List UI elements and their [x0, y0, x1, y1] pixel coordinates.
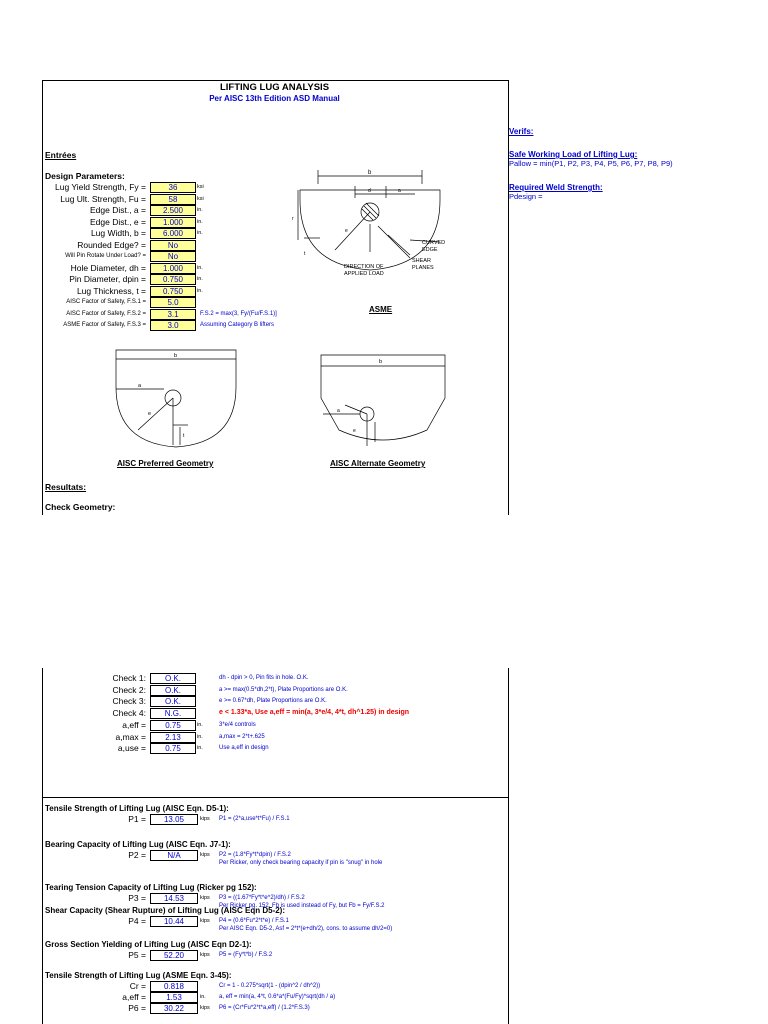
param-note: Assuming Category B lifters — [200, 322, 275, 328]
param-unit: in. — [197, 264, 203, 271]
check-note: e < 1.33*a, Use a,eff = min(a, 3*e/4, 4*t, dh^1.25) in design — [219, 709, 410, 717]
param-label: AISC Factor of Safety, F.S.1 = — [66, 299, 146, 305]
check-value: O.K. — [150, 673, 196, 684]
rws-heading: Required Weld Strength: — [509, 183, 603, 192]
alt-label-e: e — [353, 428, 356, 434]
asme-label-r: r — [292, 216, 294, 222]
strength-row-value: 13.05 — [150, 814, 198, 825]
strength-row-value: 1.53 — [150, 992, 198, 1003]
check-note: 3*e/4 controls — [219, 721, 256, 728]
param-label: Will Pin Rotate Under Load? = — [65, 253, 146, 259]
check-note: dh - dpin > 0, Pin fits in hole. O.K. — [219, 675, 309, 681]
param-note: F.S.2 = max(3, Fy/(Fu/F.S.1)] — [200, 310, 277, 317]
param-unit: in. — [197, 218, 203, 225]
page-subtitle: Per AISC 13th Edition ASD Manual — [209, 94, 340, 103]
strength-row-value: 14.53 — [150, 893, 198, 904]
param-value: 0.750 — [150, 274, 196, 285]
param-label: Pin Diameter, dpin = — [69, 274, 146, 284]
param-label: AISC Factor of Safety, F.S.2 = — [66, 310, 146, 317]
strength-row-unit: kips — [200, 918, 210, 924]
strength-row-unit: kips — [200, 952, 210, 958]
strength-section-title: Bearing Capacity of Lifting Lug (AISC Eqn. J7-1): — [45, 840, 231, 849]
strength-row-note: P4 = (0.6*Fu*2*t*e) / F.S.1 — [219, 918, 289, 924]
pref-label-b: b — [174, 353, 178, 359]
strength-row-unit: kips — [200, 1005, 210, 1011]
check-unit: in. — [197, 745, 203, 752]
asme-label-dir: DIRECTION OF — [344, 264, 384, 270]
strength-row-label: P4 = — [128, 916, 146, 926]
param-label: Edge Dist., e = — [90, 216, 146, 227]
strength-row-note2: Per Ricker, only check bearing capacity if pin is "snug" in hole — [219, 860, 383, 866]
check-value: 0.75 — [150, 720, 196, 731]
param-value: 0.750 — [150, 286, 196, 297]
strength-row-label: P5 = — [128, 950, 146, 960]
strength-row-note2: Per AISC Eqn. D5-2, Asf = 2*t*(e+dh/2), cons. to assume dh/2=0) — [219, 926, 393, 932]
strength-row-label: P1 = — [128, 814, 146, 824]
param-unit: ksi — [197, 195, 204, 202]
check-label: Check 2: — [112, 684, 146, 695]
asme-label-shear: SHEAR — [412, 258, 431, 264]
param-label: Lug Width, b = — [90, 228, 146, 238]
strength-row-note: P6 = (Cr*Fu*2*t*a,eff) / (1.2*F.S.3) — [219, 1005, 310, 1011]
alt-label-b: b — [379, 359, 383, 365]
strength-row-value: 30.22 — [150, 1003, 198, 1014]
asme-label-b: b — [368, 170, 372, 176]
page2-divider — [42, 797, 508, 798]
check-unit: in. — [197, 733, 203, 740]
param-label: Lug Thickness, t = — [76, 285, 146, 296]
param-label: ASME Factor of Safety, F.S.3 = — [63, 322, 146, 328]
check-value: N.G. — [150, 708, 196, 719]
strength-row-label: a,eff = — [122, 992, 146, 1002]
param-value: No — [150, 240, 196, 251]
check-geometry-heading: Check Geometry: — [45, 502, 116, 512]
strength-row-value: N/A — [150, 850, 198, 861]
param-value: 1.000 — [150, 217, 196, 228]
check-note: a,max = 2*t+.625 — [219, 733, 265, 740]
param-label: Lug Ult. Strength, Fu = — [60, 193, 146, 204]
strength-row-unit: kips — [200, 895, 210, 901]
strength-row-label: P2 = — [128, 850, 146, 860]
pallow-formula: Pallow = min(P1, P2, P3, P4, P5, P6, P7, P8, P9) — [509, 159, 673, 168]
check-label: a,eff = — [122, 719, 146, 730]
param-label: Lug Yield Strength, Fy = — [55, 182, 146, 192]
check-note: e >= 0.67*dh, Plate Proportions are O.K. — [219, 698, 327, 705]
strength-row-value: 52.20 — [150, 950, 198, 961]
strength-row-note2: Per Ricker pg. 152, Fb is used instead of Fy, but Fb = Fy/F.S.2 — [219, 903, 385, 909]
strength-row-label: Cr = — [129, 981, 146, 991]
strength-row-note: P5 = (Fy*t*b) / F.S.2 — [219, 952, 273, 958]
strength-row-label: P6 = — [128, 1003, 146, 1013]
asme-label-curved: CURVED — [422, 240, 446, 246]
aisc-alternate-figure — [315, 350, 450, 458]
strength-row-unit: kips — [200, 852, 210, 858]
strength-row-unit: in. — [200, 994, 206, 1000]
results-heading: Resultats: — [45, 482, 87, 492]
check-label: Check 1: — [112, 673, 146, 683]
check-label: a,use = — [117, 743, 146, 754]
param-unit: in. — [197, 207, 203, 213]
asme-label-edge: EDGE — [422, 247, 438, 253]
strength-row-note: a, eff = min(a, 4*t, 0.6*a*(Fu/Fy)*sqrt(dh / a) — [219, 994, 336, 1000]
param-value: 2.500 — [150, 205, 196, 216]
check-value: O.K. — [150, 685, 196, 696]
strength-section-title: Gross Section Yielding of Lifting Lug (AISC Eqn D2-1): — [45, 940, 252, 949]
strength-row-label: P3 = — [128, 893, 146, 903]
param-unit: in. — [197, 287, 203, 294]
strength-section-title: Tensile Strength of Lifting Lug (ASME Eqn. 3-45): — [45, 971, 232, 980]
strength-row-note: Cr = 1 - 0.275*sqrt(1 - (dpin^2 / dh^2)) — [219, 983, 321, 989]
check-value: O.K. — [150, 696, 196, 707]
param-label: Edge Dist., a = — [90, 205, 146, 215]
param-value: 58 — [150, 194, 196, 205]
aisc-preferred-figure — [108, 345, 243, 457]
check-value: 2.13 — [150, 732, 196, 743]
verifs-heading: Verifs: — [509, 127, 534, 136]
param-value: 1.000 — [150, 263, 196, 274]
strength-row-unit: kips — [200, 816, 210, 822]
param-unit: in. — [197, 230, 203, 236]
alt-label-a: a — [337, 408, 340, 414]
check-label: Check 3: — [112, 696, 146, 707]
pref-label-a: a — [138, 383, 142, 389]
strength-section-title: Shear Capacity (Shear Rupture) of Lifting Lug (AISC Eqn D5-2): — [45, 906, 286, 915]
strength-section-title: Tensile Strength of Lifting Lug (AISC Eqn. D5-1): — [45, 804, 229, 813]
param-value: 3.1 — [150, 309, 196, 320]
asme-label-t: t — [304, 251, 306, 257]
strength-row-note: P1 = (2*a,use*t*Fu) / F.S.1 — [219, 816, 290, 822]
param-value: No — [150, 251, 196, 262]
param-unit: in. — [197, 276, 203, 282]
param-value: 3.0 — [150, 320, 196, 331]
pref-label-e: e — [148, 411, 152, 417]
check-note: Use a,eff in design — [219, 745, 269, 752]
check-note: a >= max(0.5*dh,2*t), Plate Proportions are O.K. — [219, 686, 348, 693]
param-label: Hole Diameter, dh = — [70, 262, 146, 273]
param-value: 36 — [150, 182, 196, 193]
asme-caption: ASME — [369, 305, 393, 314]
aisc-preferred-caption: AISC Preferred Geometry — [117, 459, 214, 468]
swl-heading: Safe Working Load of Lifting Lug: — [509, 150, 638, 159]
strength-section-title: Tearing Tension Capacity of Lifting Lug (Ricker pg 152): — [45, 883, 257, 892]
asme-label-planes: PLANES — [412, 265, 434, 271]
page-title: LIFTING LUG ANALYSIS — [219, 82, 330, 93]
pdesign-label: Pdesign = — [509, 192, 543, 201]
strength-row-value: 0.818 — [150, 981, 198, 992]
check-label: Check 4: — [112, 708, 146, 719]
asme-label-a: a — [398, 188, 401, 194]
asme-label-d: d — [368, 188, 371, 194]
strength-row-note: P3 = ((1.67*Fy*t*e^2)/dh) / F.S.2 — [219, 895, 305, 901]
check-label: a,max = — [115, 731, 146, 742]
strength-row-value: 10.44 — [150, 916, 198, 927]
strength-row-note: P2 = (1.8*Fy*t*dpin) / F.S.2 — [219, 852, 291, 858]
check-unit: in. — [197, 721, 203, 728]
design-params-heading: Design Parameters: — [45, 171, 125, 181]
param-unit: ksi — [197, 184, 204, 190]
asme-label-e: e — [345, 228, 348, 234]
check-value: 0.75 — [150, 743, 196, 754]
asme-lug-figure — [290, 140, 460, 300]
inputs-heading: Entrées — [45, 150, 77, 160]
aisc-alternate-caption: AISC Alternate Geometry — [330, 459, 426, 468]
pref-label-t: t — [183, 433, 185, 439]
param-label: Rounded Edge? = — [77, 239, 146, 250]
asme-label-load: APPLIED LOAD — [344, 271, 384, 277]
param-value: 5.0 — [150, 297, 196, 308]
param-value: 6.000 — [150, 228, 196, 239]
